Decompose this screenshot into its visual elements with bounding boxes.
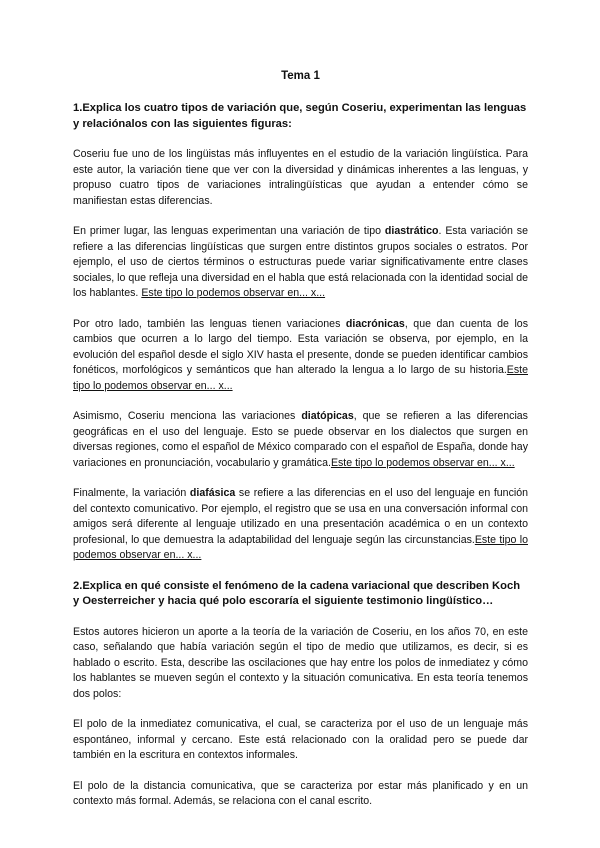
paragraph-diafasico — [73, 486, 528, 564]
term-diacronico: diacrónicas — [345, 317, 405, 330]
paragraph-koch-oesterreicher: Estos autores hicieron un aporte a la teoría de la variación de Coseriu, en los años 70, en este caso, señalando que había variación según el tipo de medio que utilizamos, es decir, si es hablado o escrito. Esta, describe las oscilaciones que hay entre los polos de inmediatez y cómo los hablantes se mueven según el contexto y la situación comunicativa. En esta teoría tenemos dos polos: — [73, 625, 528, 700]
paragraph-text: Asimismo, Coseriu menciona las variaciones — [73, 410, 302, 422]
paragraph-text: , que dan cuenta de los cambios que ocurren a lo largo del tiempo. Esta variación se observa, por ejemplo, en la evolución del español desde el siglo XIV hasta el presente, donde se pueden identificar cambios fonéticos, morfológicos y semánticos que han alterado la lengua a lo largo de su historia. — [73, 317, 528, 376]
paragraph-text: se refiere a las diferencias en el uso del lenguaje en función del contexto comunicativo. Por ejemplo, el registro que se usa en una conversación informal con amigos será diferente al lenguaje utilizado en una presentación académica o en un contexto profesional, lo que demuestra la adaptabilidad del lenguaje según las circunstancias. — [73, 487, 529, 546]
paragraph-text: Por otro lado, también las lenguas tienen variaciones — [73, 317, 346, 330]
paragraph-polo-inmediatez: El polo de la inmediatez comunicativa, el cual, se caracteriza por el uso de un lenguaje más espontáneo, informal y cercano. Este está relacionado con la oralidad pero se puede dar también en la escritura en contextos informales. — [73, 718, 528, 761]
paragraph-polo-distancia: El polo de la distancia comunicativa, que se caracteriza por estar más planificado y en un contexto más formal. Además, se relaciona con el canal escrito. — [73, 779, 528, 807]
paragraph-text: Finalmente, la variación — [73, 487, 190, 499]
term-diatopico: diatópicas — [301, 410, 354, 422]
term-diastratico: diastrático — [384, 225, 439, 237]
underlined-placeholder: Este tipo lo podemos observar en... x... — [73, 364, 528, 392]
underlined-placeholder: Este tipo lo podemos observar en... x... — [73, 533, 528, 561]
paragraph-text: , que se refieren a las diferencias geográficas en el uso del lenguaje. Esto se puede observar en los dialectos que surgen en diversas regiones, como el español de México comparado con el español de España, donde hay variaciones en pronunciación, vocabulario y gramática. — [73, 410, 528, 469]
paragraph-coseriu-intro: Coseriu fue uno de los lingüistas más influyentes en el estudio de la variación lingüística. Para este autor, la variación tiene que ver con la diversidad y dinámicas inherentes a las lenguas, y propuso cuatro tipos de variaciones intralingüísticas que ayudan a entender cómo se manifiestan estas diferencias. — [73, 148, 528, 207]
paragraph-diacronico — [73, 317, 528, 395]
term-diafasico: diafásica — [189, 487, 236, 499]
paragraph-text: . Esta variación se refiere a las diferencias lingüísticas que surgen entre distintos grupos sociales o estratos. Por ejemplo, el uso de ciertos términos o estructuras puede variar significativamente entre clases sociales, lo que refleja una diversidad en el habla que está relacionada con la identidad social de los hablantes. — [73, 225, 528, 299]
paragraph-diatopico — [73, 409, 528, 471]
paragraph-diastratico — [73, 224, 528, 302]
page-title: Tema 1 — [281, 70, 320, 82]
underlined-placeholder: Este tipo lo podemos observar en... x... — [141, 287, 326, 299]
question-2: 2.Explica en qué consiste el fenómeno de la cadena variacional que describen Koch y Oesterreicher y hacia qué polo escoraría el siguiente testimonio lingüístico… — [73, 579, 521, 607]
paragraph-text: En primer lugar, las lenguas experimentan una variación de tipo — [73, 225, 385, 237]
underlined-placeholder: Este tipo lo podemos observar en... x... — [330, 456, 515, 469]
question-1: 1.Explica los cuatro tipos de variación que, según Coseriu, experimentan las lenguas y relaciónalos con las siguientes figuras: — [73, 102, 527, 130]
